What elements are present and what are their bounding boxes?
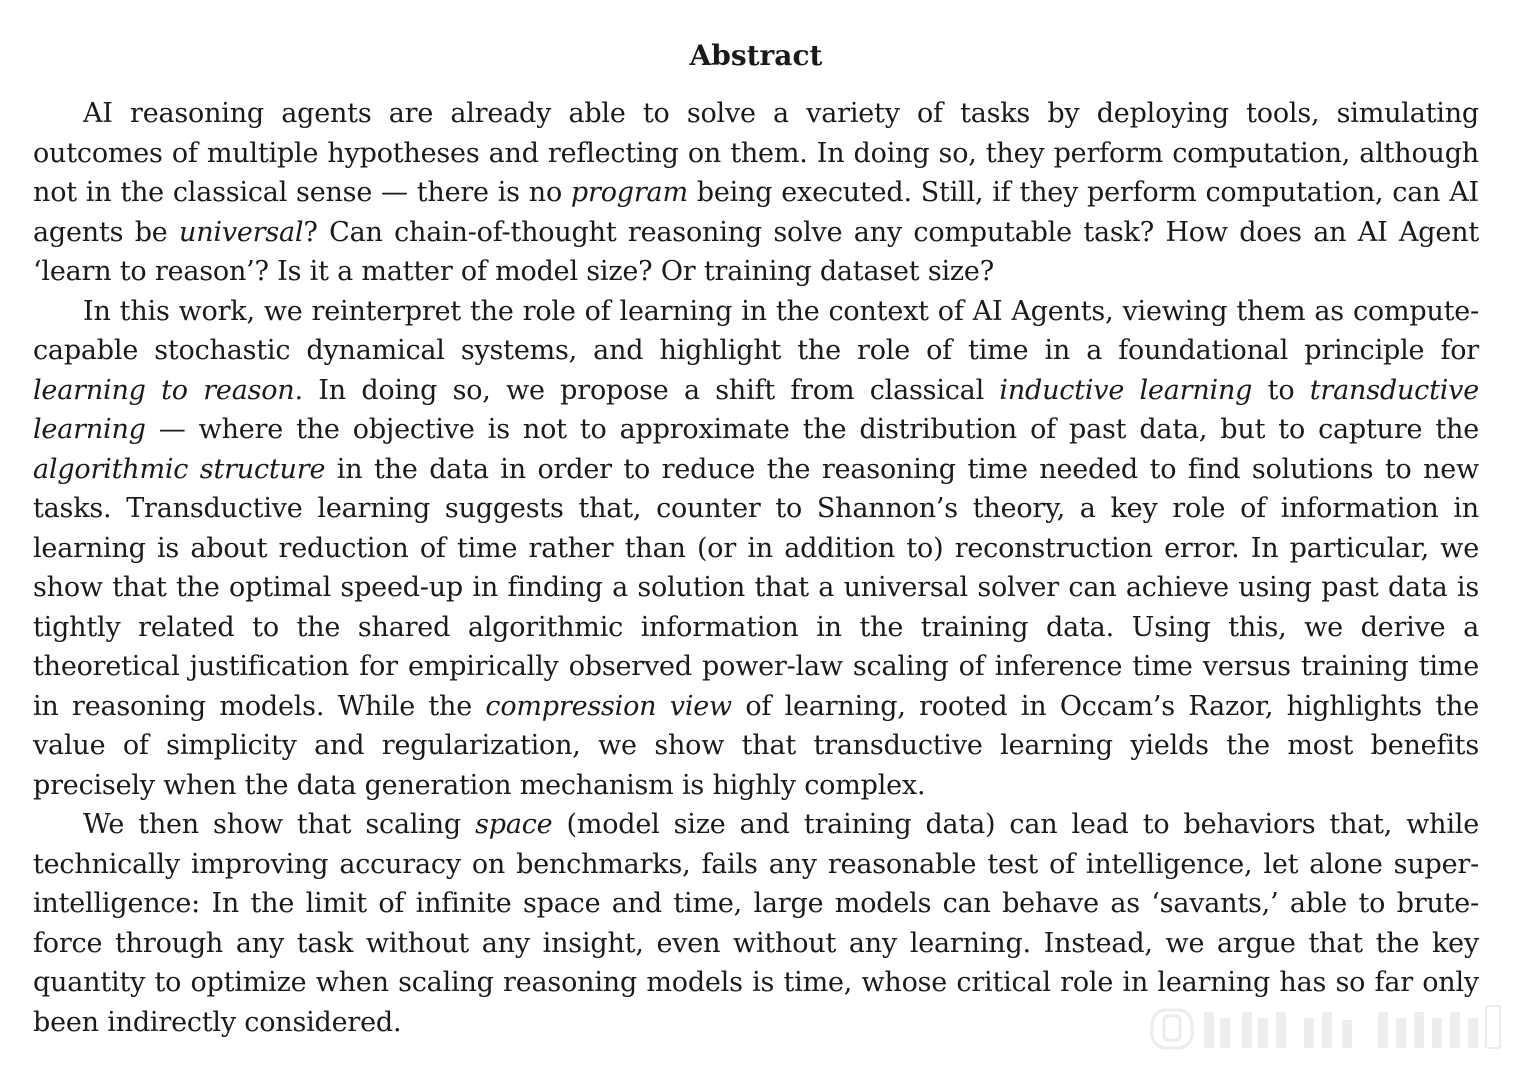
italic-term: algorithmic structure <box>33 453 326 485</box>
italic-term: learning to reason <box>33 374 295 406</box>
watermark-icon <box>1146 998 1506 1058</box>
text-run: in the data in order to reduce the reasoning time needed to find solutions to new tasks. Transductive learning suggests that, counter to Shannon’s theory, a key role of information in learning is about reduction of time rather than (or in addition to) reconstruction error. In particular, we show that the optimal speed-up in finding a solution that a universal solver can achieve using past data is tightly related to the shared algorithmic information in the training data. Using this, we derive a theoretical justification for empirically observed power-law scaling of inference time versus training time in reasoning models. While the <box>33 453 1479 722</box>
text-run: . In doing so, we propose a shift from classical <box>294 374 1000 406</box>
italic-term: inductive learning <box>999 374 1253 406</box>
text-run: (model size and training data) can lead to behaviors that, while technically improving accuracy on benchmarks, fails any reasonable test of intelligence, let alone super-intelligence: In the limit of infinite space and time, large models can behave as ‘savants,’ able to brute-force through any task without any insight, even without any learning. Instead, we argue that the key quantity to optimize when scaling reasoning models is time, whose critical role in learning has so far only been indirectly considered. <box>33 809 1480 1038</box>
abstract-body <box>33 94 1479 1042</box>
text-run: In this work, we reinterpret the role of learning in the context of AI Agents, viewing them as compute-capable stochastic dynamical systems, and highlight the role of time in a foundational principle for <box>33 295 1479 366</box>
text-run: AI reasoning agents are already able to solve a variety of tasks by deploying tools, simulating outcomes of multiple hypotheses and reflecting on them. In doing so, they perform computation, although not in the classical sense — there is no <box>33 98 1479 208</box>
italic-term: transductive learning <box>33 374 1479 445</box>
abstract-paragraph <box>33 94 1479 292</box>
text-run: ? Can chain-of-thought reasoning solve any computable task? How does an AI Agent ‘learn to reason’? Is it a matter of model size? Or training dataset size? <box>33 216 1479 287</box>
italic-term: space <box>475 809 553 840</box>
text-run: to <box>1252 374 1310 406</box>
abstract-title: Abstract <box>689 39 823 72</box>
text-run: We then show that scaling <box>83 809 476 840</box>
italic-term: program <box>570 177 688 208</box>
text-run: of learning, rooted in Occam’s Razor, highlights the value of simplicity and regularization, we show that transductive learning yields the most benefits precisely when the data generation mechanism is highly complex. <box>33 690 1479 801</box>
italic-term: universal <box>179 216 304 248</box>
text-run: being executed. Still, if they perform computation, can AI agents be <box>33 177 1479 248</box>
italic-term: compression view <box>485 690 732 722</box>
abstract-paragraph <box>33 292 1479 806</box>
text-run: — where the objective is not to approximate the distribution of past data, but to capture the <box>145 414 1479 445</box>
abstract-page <box>33 36 1479 1042</box>
